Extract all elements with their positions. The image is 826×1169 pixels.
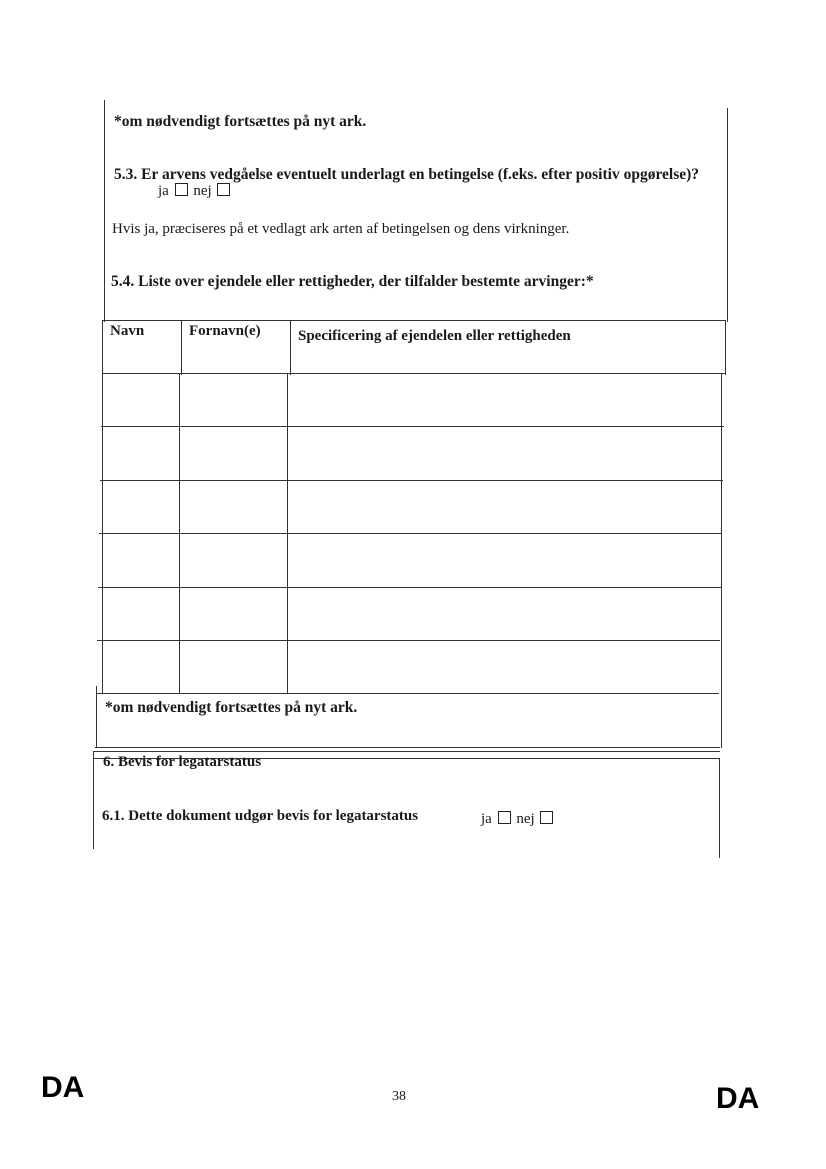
table-cell-firstname[interactable] (181, 481, 287, 533)
question-6-1: 6.1. Dette dokument udgør bevis for legatarstatus (102, 808, 419, 824)
table-cell-name[interactable] (98, 641, 174, 693)
table-line (103, 320, 726, 321)
table-line (96, 686, 97, 748)
table-header-cell: Navn (110, 323, 145, 339)
table-cell-specification[interactable] (289, 427, 721, 479)
section-6-title: 6. Bevis for legatarstatus (103, 754, 262, 770)
table-cell-name[interactable] (99, 588, 175, 640)
table-line (290, 320, 291, 375)
table-cell-firstname[interactable] (181, 641, 287, 693)
instruction-5-3: Hvis ja, præciseres på et vedlagt ark arten af betingelsen og dens virkninger. (112, 221, 570, 237)
table-cell-specification[interactable] (289, 641, 721, 693)
question-5-3: 5.3. Er arvens vedgåelse eventuelt underlagt en betingelse (f.eks. efter positiv opgørelse)? (114, 166, 700, 183)
table-cell-specification[interactable] (289, 534, 721, 586)
table-line (287, 373, 288, 693)
table-cell-specification[interactable] (289, 374, 721, 426)
table-line (95, 747, 720, 748)
footnote-table: *om nødvendigt fortsættes på nyt ark. (105, 699, 358, 716)
footer-language-code-left: DA (41, 1071, 85, 1104)
table-cell-firstname[interactable] (181, 374, 287, 426)
no-checkbox[interactable] (217, 183, 230, 196)
table-header-cell: Fornavn(e) (189, 323, 261, 339)
yes-checkbox[interactable] (175, 183, 188, 196)
table-cell-specification[interactable] (289, 481, 721, 533)
table-cell-name[interactable] (102, 427, 178, 479)
section-6-right-line (719, 758, 720, 858)
no-label: nej (516, 811, 535, 827)
table-line (721, 373, 722, 748)
yes-label: ja (158, 183, 169, 199)
no-checkbox[interactable] (540, 811, 553, 824)
yes-label: ja (481, 811, 492, 827)
table-line (725, 320, 726, 375)
frame-right-line (727, 108, 728, 322)
section-6-left-line (93, 751, 94, 849)
footer-language-code-right: DA (716, 1082, 760, 1115)
table-cell-name[interactable] (103, 374, 179, 426)
frame-left-line (104, 100, 105, 322)
section-6-top-line (94, 751, 720, 752)
footnote-top: *om nødvendigt fortsættes på nyt ark. (114, 113, 367, 130)
title-5-4: 5.4. Liste over ejendele eller rettigheder, der tilfalder bestemte arvinger:* (111, 273, 594, 290)
table-cell-specification[interactable] (289, 588, 721, 640)
table-cell-firstname[interactable] (181, 534, 287, 586)
table-cell-name[interactable] (100, 534, 176, 586)
table-cell-firstname[interactable] (181, 588, 287, 640)
table-header-cell: Specificering af ejendelen eller rettigheden (298, 328, 571, 344)
page-number: 38 (392, 1089, 406, 1104)
yes-checkbox[interactable] (498, 811, 511, 824)
yes-no-6-1 (481, 811, 555, 828)
no-label: nej (193, 183, 212, 199)
table-line (179, 373, 180, 693)
table-line (181, 320, 182, 375)
table-cell-firstname[interactable] (181, 427, 287, 479)
table-line (96, 693, 719, 694)
table-cell-name[interactable] (101, 481, 177, 533)
yes-no-5-3 (158, 183, 232, 200)
